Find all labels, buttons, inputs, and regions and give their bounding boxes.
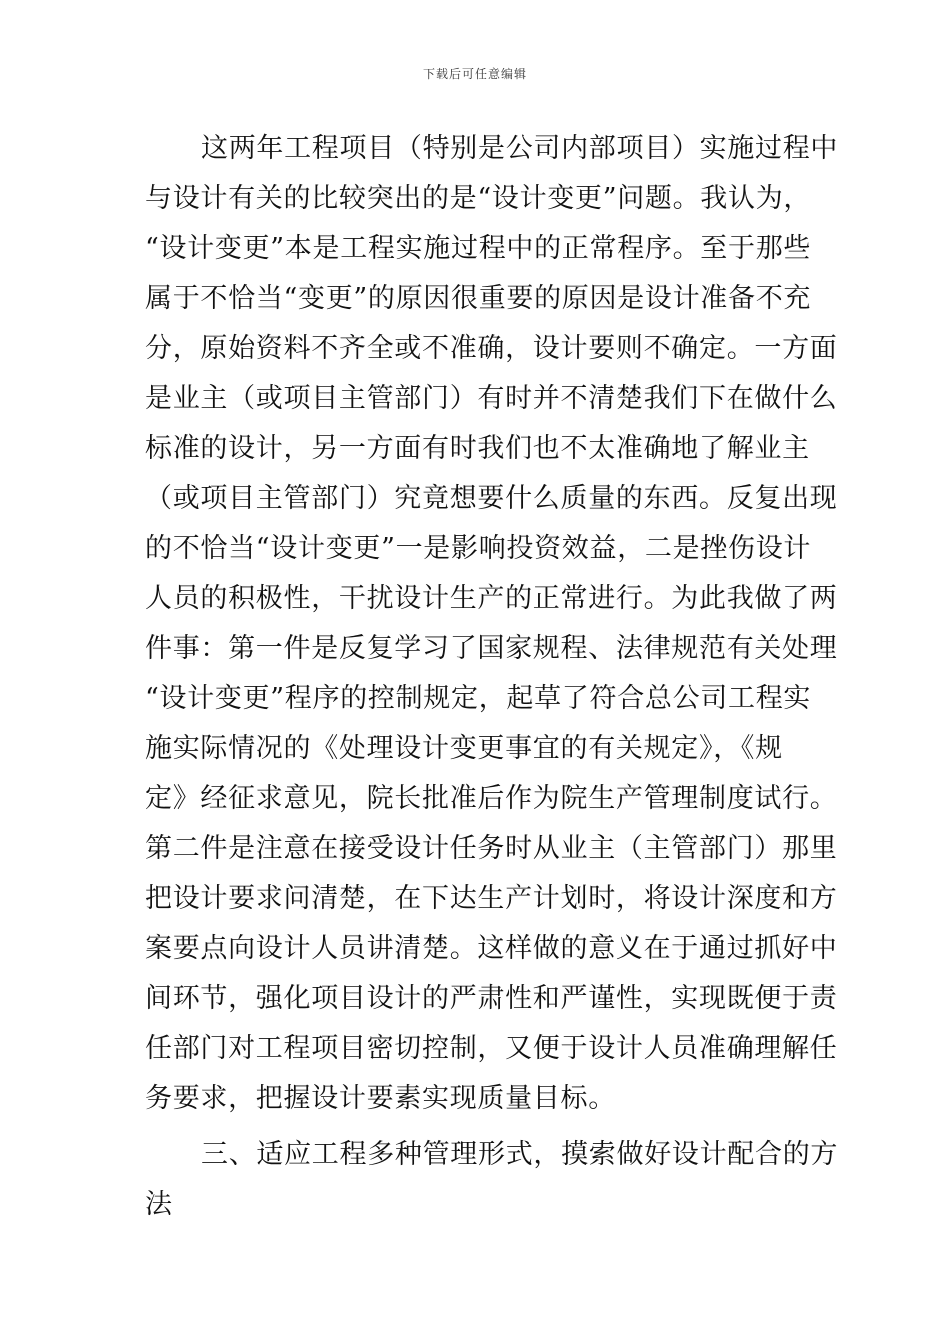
text-line: 的不恰当“设计变更”一是影响投资效益，二是挫伤设计 bbox=[145, 533, 812, 564]
text-line: 与设计有关的比较突出的是“设计变更”问题。我认为， bbox=[145, 183, 812, 214]
text-line: 务要求，把握设计要素实现质量目标。 bbox=[145, 1083, 616, 1114]
text-line: （或项目主管部门）究竟想要什么质量的东西。反复出现 bbox=[145, 483, 838, 514]
text-line: 人员的积极性，干扰设计生产的正常进行。为此我做了两 bbox=[145, 583, 838, 614]
text-line: 任部门对工程项目密切控制，又便于设计人员准确理解任 bbox=[145, 1033, 838, 1064]
section-heading-line: 法 bbox=[145, 1189, 173, 1220]
text-line: 这两年工程项目（特别是公司内部项目）实施过程中 bbox=[201, 133, 839, 164]
text-line: 间环节，强化项目设计的严肃性和严谨性，实现既便于责 bbox=[145, 983, 838, 1014]
text-line: “设计变更”程序的控制规定，起草了符合总公司工程实 bbox=[145, 683, 812, 714]
text-line: 定》经征求意见，院长批准后作为院生产管理制度试行。 bbox=[145, 783, 838, 814]
paragraph-2 bbox=[145, 1130, 839, 1230]
text-line: “设计变更”本是工程实施过程中的正常程序。至于那些 bbox=[145, 233, 812, 264]
page-header: 下载后可任意编辑 bbox=[422, 67, 527, 81]
text-line: 是业主（或项目主管部门）有时并不清楚我们下在做什么 bbox=[145, 383, 838, 414]
section-heading-line: 三、适应工程多种管理形式，摸索做好设计配合的方 bbox=[201, 1139, 839, 1170]
text-line: 第二件是注意在接受设计任务时从业主（主管部门）那里 bbox=[145, 833, 838, 864]
document-body bbox=[145, 124, 839, 1230]
text-line: 属于不恰当“变更”的原因很重要的原因是设计准备不充 bbox=[145, 283, 812, 314]
text-line: 件事：第一件是反复学习了国家规程、法律规范有关处理 bbox=[145, 633, 838, 664]
text-line: 案要点向设计人员讲清楚。这样做的意义在于通过抓好中 bbox=[145, 933, 838, 964]
paragraph-1 bbox=[145, 124, 839, 1124]
text-line: 把设计要求问清楚，在下达生产计划时，将设计深度和方 bbox=[145, 883, 838, 914]
text-line: 施实际情况的《处理设计变更事宜的有关规定》，《规 bbox=[145, 733, 783, 764]
text-line: 标准的设计，另一方面有时我们也不太准确地了解业主 bbox=[145, 433, 810, 464]
text-line: 分，原始资料不齐全或不准确，设计要则不确定。一方面 bbox=[145, 333, 838, 364]
